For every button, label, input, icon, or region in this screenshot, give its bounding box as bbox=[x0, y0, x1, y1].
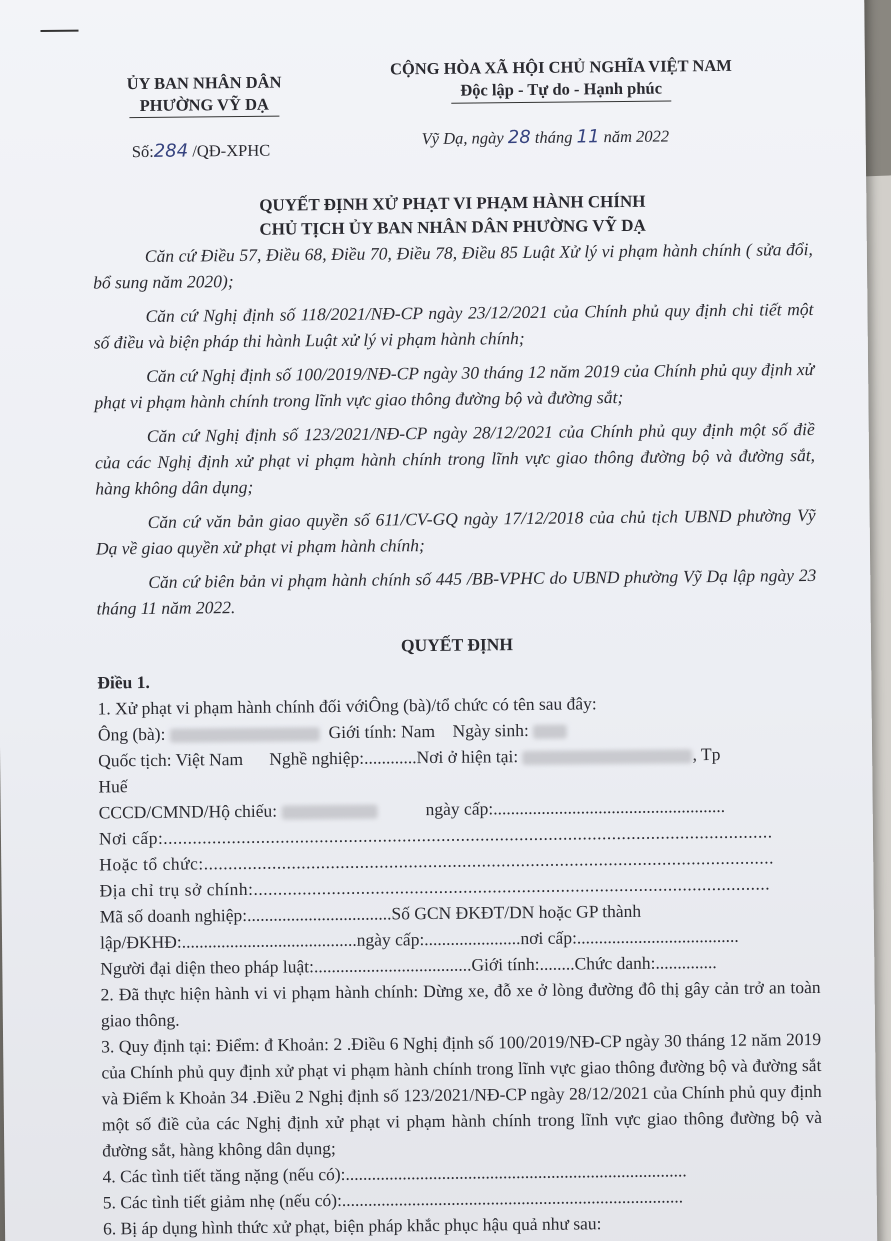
license-row: lập/ĐKHĐ:........................................ngày cấp:......................nơi cấp:..................................... bbox=[99, 925, 739, 953]
article-item-4: 4. Các tình tiết tăng nặng (nếu có):.............................................................................. bbox=[102, 1160, 687, 1187]
document-title bbox=[92, 188, 812, 244]
legal-basis-item: Căn cứ Nghị định số 118/2021/NĐ-CP ngày 23/12/2021 của Chính phủ quy định chi tiết một số điều và biện pháp thi hành Luật xử lý vi phạm hành chính; bbox=[93, 298, 814, 353]
article-item-6: 6. Bị áp dụng hình thức xử phạt, biện pháp khắc phục hậu quả như sau: bbox=[102, 1213, 602, 1239]
national-motto: Độc lập - Tự do - Hạnh phúc bbox=[460, 78, 663, 100]
legal-basis-item: Căn cứ biên bản vi phạm hành chính số 445 /BB-VPHC do UBND phường Vỹ Dạ lập ngày 23 tháng 11 năm 2022. bbox=[96, 564, 817, 619]
document-header bbox=[91, 55, 812, 192]
issuing-authority bbox=[109, 71, 299, 118]
name-label: Ông (bà): bbox=[97, 723, 166, 745]
address-city: Huế bbox=[98, 776, 128, 797]
issue-date-label: ngày cấp:..................................................... bbox=[425, 795, 726, 820]
legal-basis-item: Căn cứ Nghị định số 123/2021/NĐ-CP ngày 28/12/2021 của Chính phủ quy định một số điề của các Nghị định xử phạt vi phạm hành chính trong lĩnh vực giao thông đường bộ và đường sắt, hàng không dân dụng; bbox=[94, 418, 816, 499]
national-title-line1: CỘNG HÒA XÃ HỘI CHỦ NGHĨA VIỆT NAM bbox=[389, 55, 732, 79]
legal-basis-item: Căn cứ Nghị định số 100/2019/NĐ-CP ngày 30 tháng 12 năm 2019 của Chính phủ quy định xử phạt vi phạm hành chính trong lĩnh vực giao thông đường bộ và đường sắt; bbox=[94, 358, 815, 413]
legal-representative-row: Người đại diện theo pháp luật:....................................Giới tính:........Chức danh:.............. bbox=[100, 952, 717, 979]
date-year: năm 2022 bbox=[603, 126, 670, 147]
authority-line1: ỦY BAN NHÂN DÂN bbox=[126, 72, 282, 94]
gender-label: Giới tính: Nam bbox=[328, 720, 436, 743]
document-date bbox=[422, 123, 670, 152]
title-line2: CHỦ TỊCH ỦY BAN NHÂN DÂN PHƯỜNG VỸ DẠ bbox=[259, 215, 646, 239]
nationality: Quốc tịch: Việt Nam bbox=[98, 748, 244, 771]
legal-bases bbox=[93, 236, 817, 622]
id-label: CCCD/CMND/Hộ chiếu: bbox=[98, 800, 278, 823]
organization: Hoặc tổ chức:..................................................................................................................... bbox=[99, 847, 775, 875]
article-item-3: 3. Quy định tại: Điểm: đ Khoản: 2 .Điều 6 Nghị định số 100/2019/NĐ-CP ngày 30 tháng 12 năm 2019 của Chính phủ quy định xử phạt vi phạm hành chính trong lĩnh vực giao thông đường bộ và đường sắt và Điểm k Khoản 34 .Điều 2 Nghị định số 123/2021/NĐ-CP ngày 28/12/2021 của Chính phủ quy định một số điề của các Nghị định xử phạt vi phạm hành chính trong lĩnh vực giao thông đường bộ và đường sắt, hàng không dân dụng; bbox=[101, 1028, 823, 1161]
headquarters-address: Địa chỉ trụ sở chính:.......................................................................................................... bbox=[99, 873, 771, 901]
redacted-name bbox=[170, 727, 320, 743]
date-month-label: tháng bbox=[534, 127, 573, 147]
redacted-dob bbox=[533, 725, 567, 739]
article-label: Điều 1. bbox=[97, 671, 150, 693]
national-title bbox=[341, 54, 781, 105]
date-place: Vỹ Dạ, ngày bbox=[421, 128, 504, 149]
article-1 bbox=[97, 662, 823, 1241]
redacted-address bbox=[523, 749, 693, 765]
authority-line2: PHƯỜNG VỸ DẠ bbox=[139, 94, 270, 116]
handwritten-day: 28 bbox=[507, 126, 531, 149]
article-item-2: 2. Đã thực hiện hành vi vi phạm hành chính: Dừng xe, đỗ xe ở lòng đường đô thị gây cản trở an toàn giao thông. bbox=[100, 976, 821, 1031]
number-suffix: /QĐ-XPHC bbox=[192, 140, 271, 161]
pen-mark bbox=[41, 30, 79, 32]
dob-label: Ngày sinh: bbox=[452, 719, 529, 741]
legal-basis-item: Căn cứ Điều 57, Điều 68, Điều 70, Điều 78, Điều 85 Luật Xử lý vi phạm hành chính ( sửa đổi, bổ sung năm 2020); bbox=[93, 238, 813, 293]
handwritten-month: 11 bbox=[576, 126, 600, 148]
decision-heading: QUYẾT ĐỊNH bbox=[400, 634, 514, 656]
article-item-5: 5. Các tình tiết giảm nhẹ (nếu có):.............................................................................. bbox=[102, 1186, 684, 1213]
address-tail: , Tp bbox=[692, 743, 721, 765]
legal-basis-item: Căn cứ văn bản giao quyền số 611/CV-GQ ngày 17/12/2018 của chủ tịch UBND phường Vỹ Dạ về giao quyền xử phạt vi phạm hành chính; bbox=[95, 504, 816, 559]
title-line1: QUYẾT ĐỊNH XỬ PHẠT VI PHẠM HÀNH CHÍNH bbox=[259, 191, 646, 215]
handwritten-number: 284 bbox=[153, 140, 189, 162]
issue-place: Nơi cấp:............................................................................................................................. bbox=[98, 821, 773, 849]
redacted-id bbox=[281, 805, 377, 820]
article-item-1: 1. Xử phạt vi phạm hành chính đối vớiÔng (bà)/tổ chức có tên sau đây: bbox=[97, 693, 597, 719]
document-number bbox=[132, 138, 271, 165]
tax-code-row: Mã số doanh nghiệp:.................................Số GCN ĐKĐT/DN hoặc GP thành bbox=[99, 900, 642, 927]
job-label: Nghề nghiệp:............Nơi ở hiện tại: bbox=[269, 746, 519, 769]
number-prefix: Số: bbox=[131, 141, 154, 162]
document-page bbox=[91, 55, 823, 1241]
